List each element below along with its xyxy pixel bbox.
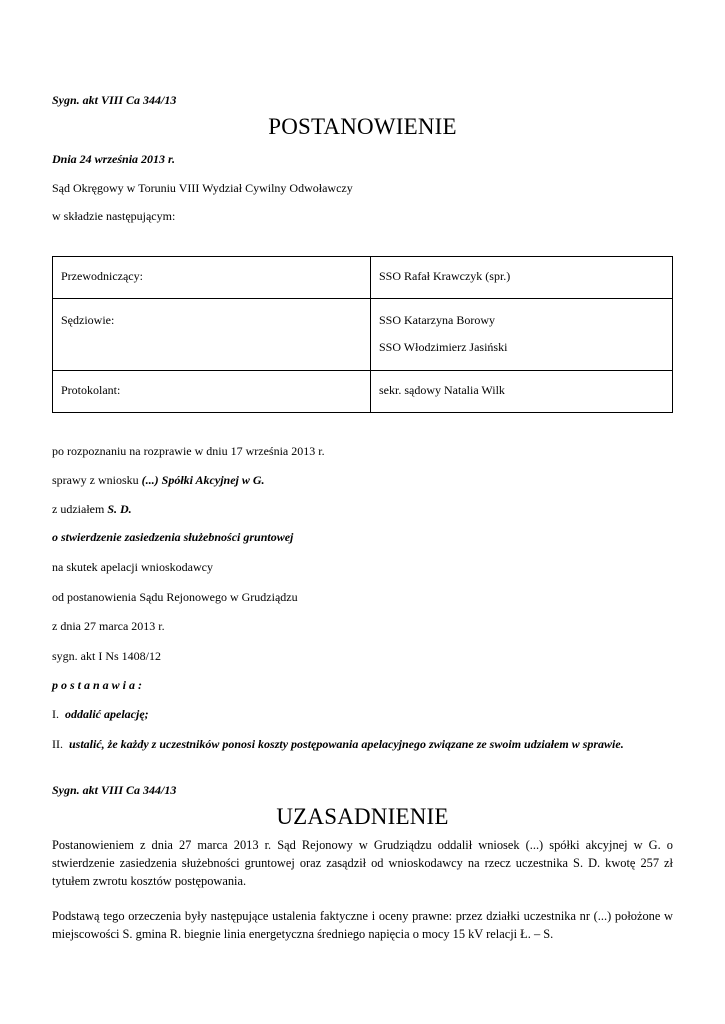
- chair-value-cell: [371, 257, 673, 299]
- table-row: [53, 257, 673, 299]
- ruling-word: postanawia:: [52, 678, 146, 692]
- participant-name: S. D.: [107, 502, 132, 516]
- table-row: [53, 371, 673, 413]
- chair-label: Przewodniczący:: [61, 269, 143, 283]
- court-name: Sąd Okręgowy w Toruniu VIII Wydział Cywilny Odwoławczy: [52, 181, 353, 195]
- clerk-label-cell: [53, 371, 371, 413]
- court-composition-table: [52, 256, 673, 413]
- judges-label: Sędziowie:: [61, 313, 115, 327]
- ruling-item-2: [52, 736, 673, 753]
- ruling-item-2-text: ustalić, że każdy z uczestników ponosi koszty postępowania apelacyjnego związane ze swoim udziałem w sprawie.: [69, 737, 624, 751]
- composition-intro: w składzie następującym:: [52, 209, 176, 223]
- case-signature-justification: Sygn. akt VIII Ca 344/13: [52, 783, 177, 797]
- case-prefix: sprawy z wniosku: [52, 473, 142, 487]
- ruling-item-1: [52, 707, 149, 722]
- applicant-name: (...) Spółki Akcyjnej w G.: [141, 473, 265, 487]
- from-decision-line: od postanowienia Sądu Rejonowego w Grudziądzu: [52, 590, 298, 604]
- case-line: [52, 473, 265, 488]
- justification-paragraph-2: Podstawą tego orzeczenia były następujące ustalenia faktyczne i oceny prawne: przez działki uczestnika nr (...) położone w miejscowości S. gmina R. biegnie linia energetyczna średniego napięcia o mocy 15 kV relacji Ł. – S.: [52, 909, 673, 941]
- decision-ref-line: sygn. akt I Ns 1408/12: [52, 649, 161, 663]
- case-signature-top: Sygn. akt VIII Ca 344/13: [52, 93, 177, 107]
- judge-2: SSO Włodzimierz Jasiński: [379, 340, 508, 354]
- clerk-value: sekr. sądowy Natalia Wilk: [379, 383, 505, 397]
- case-subject: o stwierdzenie zasiedzenia służebności gruntowej: [52, 530, 294, 544]
- judge-1: SSO Katarzyna Borowy: [379, 313, 495, 327]
- decision-date-line: z dnia 27 marca 2013 r.: [52, 619, 165, 633]
- clerk-label: Protokolant:: [61, 383, 121, 397]
- chair-label-cell: [53, 257, 371, 299]
- judges-label-cell: [53, 299, 371, 371]
- hearing-line: po rozpoznaniu na rozprawie w dniu 17 września 2013 r.: [52, 444, 325, 458]
- table-row: [53, 299, 673, 371]
- clerk-value-cell: [371, 371, 673, 413]
- participant-line: [52, 502, 132, 517]
- participant-prefix: z udziałem: [52, 502, 108, 516]
- ruling-item-1-number: I.: [52, 707, 62, 721]
- document-title: POSTANOWIENIE: [268, 114, 457, 139]
- ruling-item-2-number: II.: [52, 737, 66, 751]
- judges-value-cell: [371, 299, 673, 371]
- justification-title: UZASADNIENIE: [276, 804, 449, 829]
- chair-value: SSO Rafał Krawczyk (spr.): [379, 269, 511, 283]
- decision-date: Dnia 24 września 2013 r.: [52, 152, 176, 166]
- appeal-line: na skutek apelacji wnioskodawcy: [52, 560, 213, 574]
- ruling-item-1-text: oddalić apelację;: [65, 707, 149, 721]
- justification-paragraph-1: Postanowieniem z dnia 27 marca 2013 r. Sąd Rejonowy w Grudziądzu oddalił wniosek (...) spółki akcyjnej w G. o stwierdzenie zasiedzenia służebności gruntowej oraz zasądził od wnioskodawcy na rzecz uczestnika S. D. kwotę 257 zł tytułem zwrotu kosztów postępowania.: [52, 838, 673, 888]
